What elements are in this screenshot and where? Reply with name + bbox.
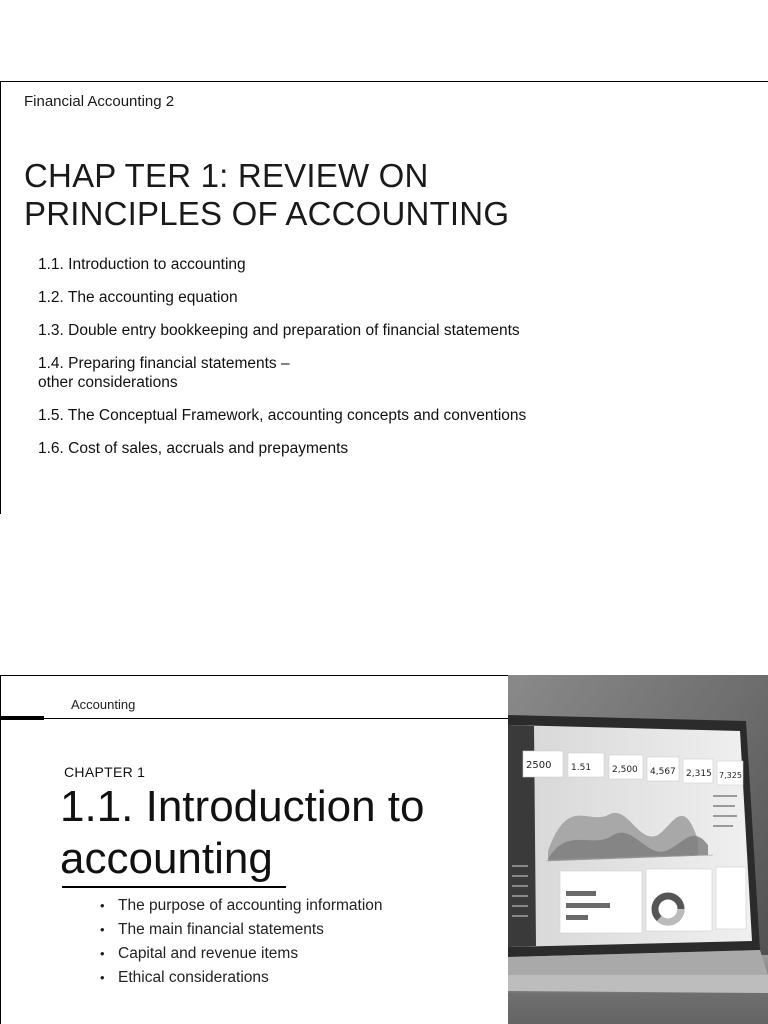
toc-item: 1.1. Introduction to accounting — [38, 256, 246, 273]
slide-left-border — [0, 675, 1, 1024]
stat-value: 7,325 — [719, 771, 742, 780]
stat-value: 2,315 — [686, 769, 712, 779]
bullet-item: • The purpose of accounting information — [100, 894, 383, 918]
toc-item: 1.5. The Conceptual Framework, accounting concepts and conventions — [38, 407, 527, 424]
slide-header: Accounting — [71, 697, 136, 712]
toc-item: 1.6. Cost of sales, accruals and prepayments — [38, 440, 349, 457]
laptop-dashboard-image — [508, 675, 768, 1024]
slide-2 — [0, 675, 768, 1024]
slide-title — [24, 157, 724, 233]
slide-top-border — [0, 675, 508, 676]
toc-item: 1.4. Preparing financial statements – other considerations — [38, 355, 290, 391]
stat-value: 2,500 — [612, 765, 638, 775]
bullet-item: • Ethical considerations — [100, 966, 383, 990]
header-accent-bar — [0, 716, 44, 720]
stat-value: 1.51 — [571, 763, 592, 773]
slide-title-line-2: PRINCIPLES OF ACCOUNTING — [24, 195, 510, 232]
table-of-contents — [38, 255, 758, 472]
title-underline — [62, 886, 286, 888]
stat-value: 4,567 — [650, 767, 676, 777]
bullet-list — [100, 894, 383, 990]
section-title-line-1: 1.1. Introduction to — [60, 782, 425, 831]
laptop-dashboard-photo — [508, 675, 768, 1024]
slide-left-border — [0, 81, 1, 514]
section-title — [60, 781, 500, 885]
header-divider — [0, 718, 508, 719]
slide-header: Financial Accounting 2 — [24, 93, 175, 110]
slide-title-line-1: CHAP TER 1: REVIEW ON — [24, 157, 429, 194]
section-title-line-2: accounting — [60, 834, 273, 883]
slide-top-border — [0, 81, 768, 82]
slide-1 — [0, 81, 768, 514]
toc-item: 1.3. Double entry bookkeeping and preparation of financial statements — [38, 322, 520, 339]
bullet-item: • The main financial statements — [100, 918, 383, 942]
stat-value: 2500 — [526, 760, 552, 771]
bullet-item: • Capital and revenue items — [100, 942, 383, 966]
toc-item: 1.2. The accounting equation — [38, 289, 238, 306]
chapter-label: CHAPTER 1 — [64, 764, 146, 780]
